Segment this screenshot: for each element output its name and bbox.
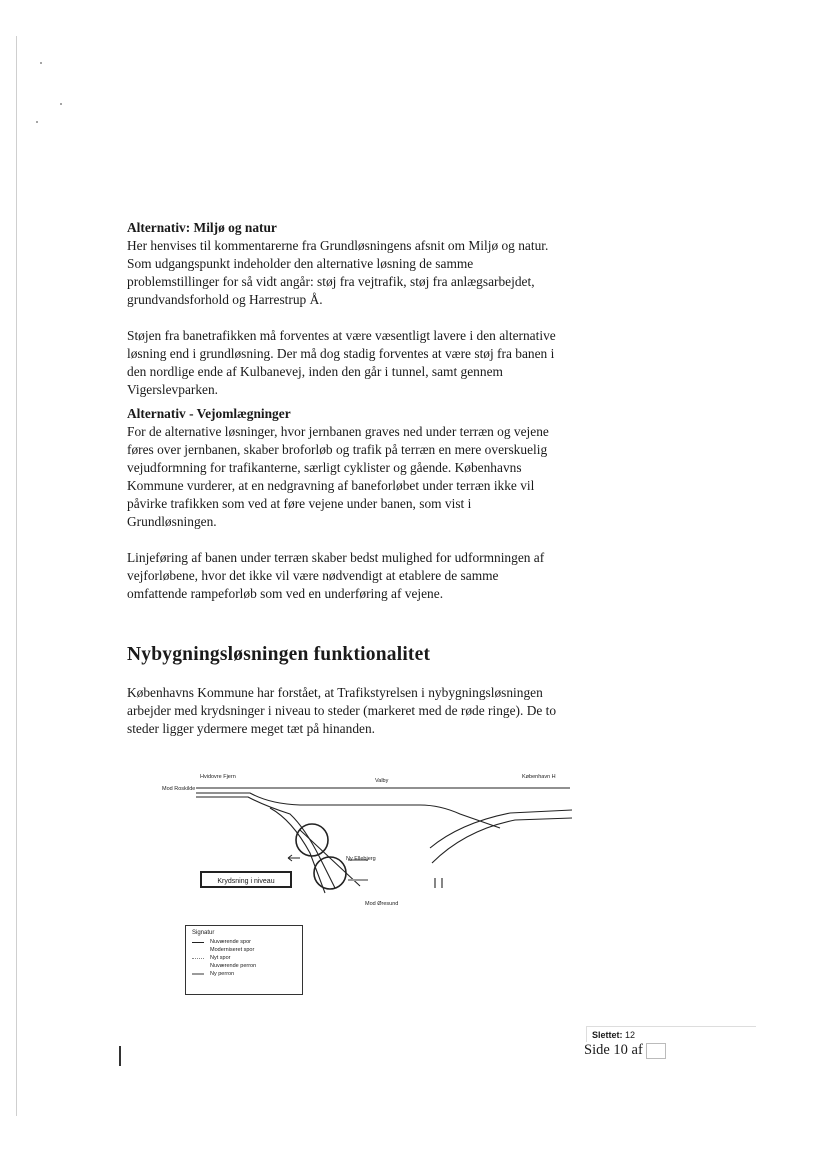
legend-label: Nuværende perron	[210, 963, 257, 969]
legend-label: Nuværende spor	[210, 939, 251, 945]
track-line	[432, 818, 572, 863]
crossing-ring	[314, 857, 346, 889]
left-margin-line	[16, 36, 17, 1116]
section-heading: Alternativ: Miljø og natur	[127, 220, 277, 235]
label-valby: Valby	[375, 778, 389, 784]
speck	[36, 121, 38, 123]
label-roskilde: Mod Roskilde	[162, 786, 196, 792]
main-heading: Nybygningsløsningen funktionalitet	[127, 644, 431, 665]
label-hvidovre: Hvidovre Fjern	[200, 774, 236, 780]
track-line	[196, 793, 500, 828]
callout-crossing: Krydsning i niveau	[200, 871, 292, 888]
legend-row	[192, 954, 296, 962]
track-map	[160, 768, 580, 918]
legend-row	[192, 970, 296, 978]
legend-row	[192, 938, 296, 946]
change-bar	[119, 1046, 121, 1066]
speck	[40, 62, 42, 64]
section-heading: Alternativ - Vejomlægninger	[127, 406, 291, 421]
page-number	[584, 1042, 666, 1059]
legend-label: Moderniseret spor	[210, 947, 255, 953]
label-kobenhavn: København H	[522, 774, 556, 780]
tracked-deletion-balloon	[586, 1026, 756, 1042]
arrow-icon	[288, 855, 300, 861]
paragraph: For de alternative løsninger, hvor jernbanen graves ned under terræn og vejene føres over jernbanen, skaber broforløb og trafik på terræn en mere overskuelig vejudformning for trafikanterne, særligt cyklister og gående. Københavns Kommune vurderer, at en nedgravning af baneforløbet under terræn ikke vil påvirke trafikken som ved at føre vejene under banen, som vist i Grundløsningen.	[127, 424, 549, 529]
section-vejomlaegninger	[127, 405, 557, 603]
track-line	[430, 810, 572, 848]
deleted-label: Slettet:	[592, 1030, 623, 1040]
legend-title: Signatur	[192, 930, 215, 936]
page-count-field	[646, 1043, 666, 1059]
legend-row	[192, 962, 296, 970]
legend-swatch	[192, 973, 204, 975]
section-miljo	[127, 219, 557, 399]
legend-label: Nyt spor	[210, 955, 231, 961]
main-paragraph-block	[127, 684, 557, 738]
deleted-value: 12	[625, 1030, 636, 1040]
track-line	[435, 878, 442, 888]
paragraph: Linjeføring af banen under terræn skaber bedst mulighed for udformningen af vejforløbene, hvor det ikke vil være nødvendigt at etablere de samme omfattende rampeforløb som ved en underføring af vejene.	[127, 550, 545, 601]
map-legend	[185, 925, 303, 995]
legend-row	[192, 946, 296, 954]
crossing-ring	[296, 824, 328, 856]
label-ellebjerg: Ny Ellebjerg	[346, 856, 376, 862]
label-oresund: Mod Øresund	[365, 901, 399, 907]
paragraph: Her henvises til kommentarerne fra Grundløsningens afsnit om Miljø og natur. Som udgangspunkt indeholder den alternative løsning de samme problemstillinger for så vidt angår: støj fra vejtrafik, støj fra anlægsarbejdet, grundvandsforhold og Harrestrup Å.	[127, 238, 549, 307]
paragraph: Støjen fra banetrafikken må forventes at være væsentligt lavere i den alternative løsning end i grundløsning. Der må dog stadig forventes at være støj fra banen i den nordlige ende af Kulbanevej, inden den går i tunnel, samt gennem Vigerslevparken.	[127, 328, 556, 397]
legend-swatch	[192, 942, 204, 943]
paragraph: Københavns Kommune har forstået, at Trafikstyrelsen i nybygningsløsningen arbejder med krydsninger i niveau to steder (markeret med de røde ringe). De to steder ligger ydermere meget tæt på hinanden.	[127, 685, 557, 736]
legend-swatch	[192, 958, 204, 959]
speck	[60, 103, 62, 105]
legend-label: Ny perron	[210, 971, 235, 977]
page-label: Side 10 af	[584, 1042, 643, 1058]
